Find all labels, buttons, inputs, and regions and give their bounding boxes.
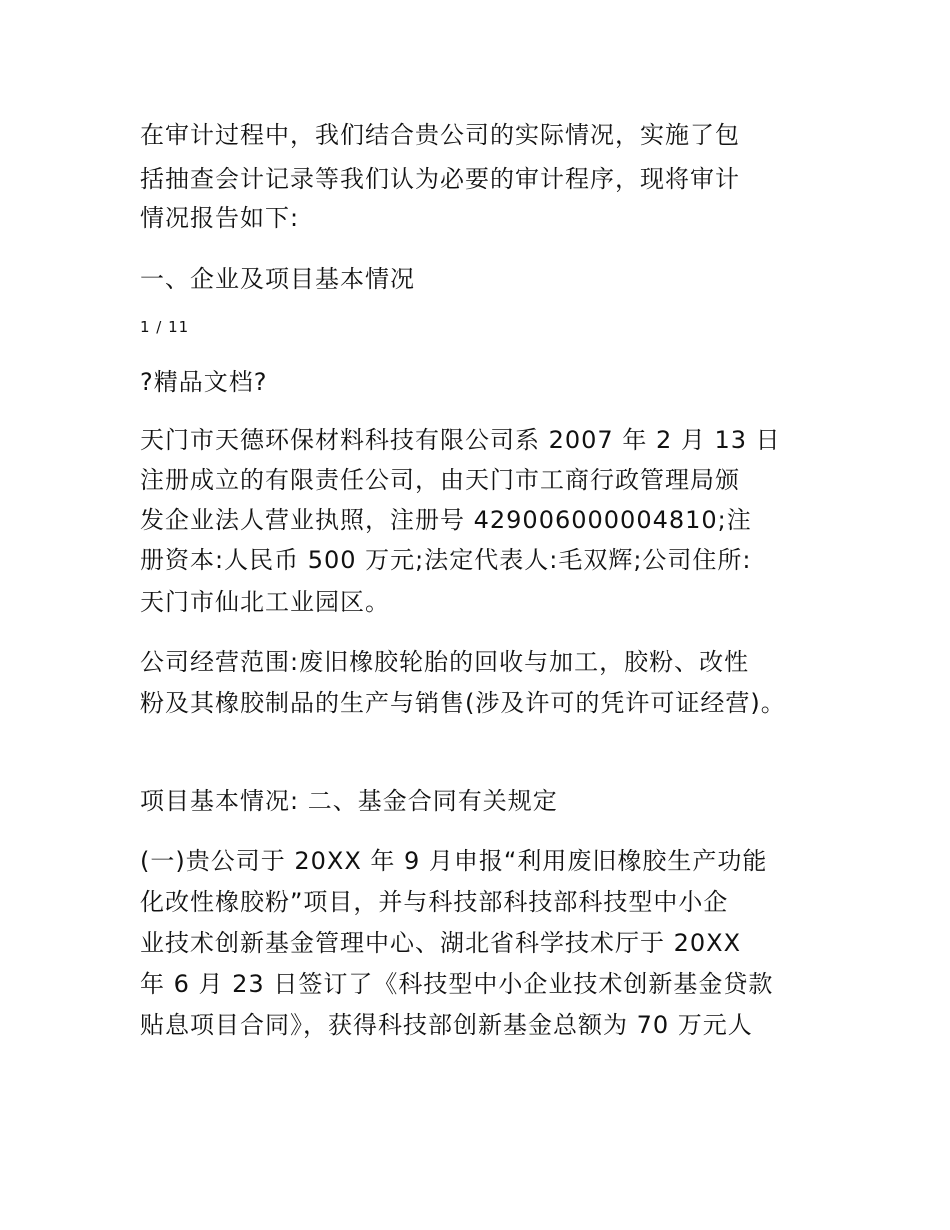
company-info-line-3: 发企业法人营业执照，注册号 429006000004810;注 <box>140 506 752 534</box>
watermark-text: ?精品文档? <box>140 368 268 396</box>
company-info-line-5: 天门市仙北工业园区。 <box>140 588 390 616</box>
page-number: 1 / 11 <box>140 318 190 336</box>
business-scope-line-2: 粉及其橡胶制品的生产与销售(涉及许可的凭许可证经营)。 <box>140 689 786 717</box>
section1-heading: 一、企业及项目基本情况 <box>140 265 415 293</box>
fund-contract-line-4: 年 6 月 23 日签订了《科技型中小企业技术创新基金贷款 <box>140 970 774 998</box>
company-info-line-4: 册资本:人民币 500 万元;法定代表人:毛双辉;公司住所: <box>140 546 752 574</box>
fund-contract-line-1: (一)贵公司于 20XX 年 9 月申报“利用废旧橡胶生产功能 <box>140 847 768 875</box>
section2-heading: 项目基本情况: 二、基金合同有关规定 <box>140 787 558 815</box>
intro-line-1: 在审计过程中，我们结合贵公司的实际情况，实施了包 <box>140 121 740 149</box>
intro-line-2: 括抽查会计记录等我们认为必要的审计程序，现将审计 <box>140 165 740 193</box>
business-scope-line-1: 公司经营范围:废旧橡胶轮胎的回收与加工，胶粉、改性 <box>140 648 750 676</box>
fund-contract-line-3: 业技术创新基金管理中心、湖北省科学技术厅于 20XX <box>140 929 742 957</box>
fund-contract-line-5: 贴息项目合同》，获得科技部创新基金总额为 70 万元人 <box>140 1011 753 1039</box>
company-info-line-2: 注册成立的有限责任公司，由天门市工商行政管理局颁 <box>140 466 740 494</box>
company-info-line-1: 天门市天德环保材料科技有限公司系 2007 年 2 月 13 日 <box>140 426 781 454</box>
fund-contract-line-2: 化改性橡胶粉”项目，并与科技部科技部科技型中小企 <box>140 888 729 916</box>
intro-line-3: 情况报告如下: <box>140 204 300 232</box>
